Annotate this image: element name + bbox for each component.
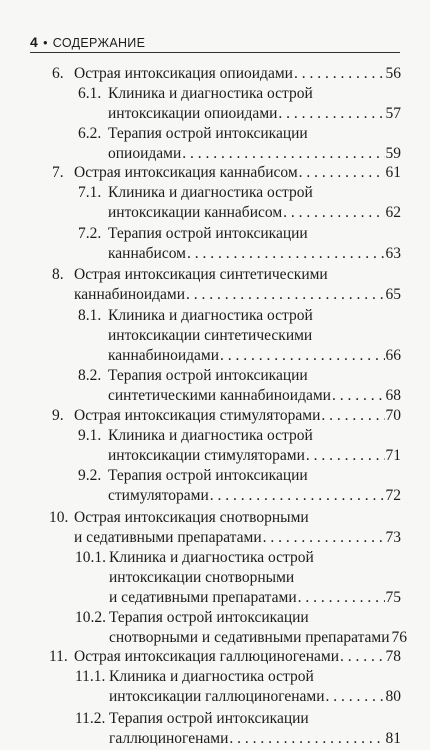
toc-leader-line (74, 285, 401, 305)
toc-title-line: стимуляторами (108, 487, 209, 504)
toc-number: 8.1. (78, 307, 102, 324)
toc-title-line: галлюциногенами (109, 730, 229, 747)
toc-number: 6.2. (78, 125, 102, 142)
toc-page-number: 76 (391, 629, 408, 646)
toc-leader-line (74, 406, 401, 426)
toc-title-line: Острая интоксикация снотворными (74, 509, 309, 526)
toc-title-line: каннабиноидами (108, 347, 220, 364)
dot-leader (321, 406, 384, 426)
toc-number: 11.1. (75, 668, 106, 685)
toc-page-number: 65 (385, 286, 401, 303)
toc-number: 7.2. (78, 225, 102, 242)
dot-leader (187, 244, 385, 264)
toc-leader-line (109, 687, 401, 707)
toc-number: 6. (52, 65, 64, 82)
toc-title-line: снотворными и седативными препаратами (109, 629, 390, 646)
toc-title-line: интоксикации стимуляторами (108, 447, 305, 464)
toc-leader-line (109, 588, 401, 608)
toc-leader-line (108, 203, 401, 223)
header-title: СОДЕРЖАНИЕ (52, 36, 146, 50)
dot-leader (340, 647, 384, 667)
dot-leader (298, 588, 385, 608)
toc-title-line: Клиника и диагностика острой (108, 184, 313, 201)
dot-leader (263, 528, 385, 548)
toc-number: 8.2. (78, 367, 102, 384)
toc-leader-line (109, 628, 408, 648)
toc-title-line: интоксикации синтетическими (108, 327, 313, 344)
dot-leader (306, 446, 385, 466)
toc-title-line: Терапия острой интоксикации (108, 367, 308, 384)
dot-leader (186, 285, 384, 305)
toc-title-line: Острая интоксикация стимуляторами (74, 407, 321, 424)
toc-title-line: Острая интоксикация опиоидами (74, 65, 293, 82)
toc-number: 8. (52, 266, 64, 283)
toc-page-number: 80 (385, 688, 401, 705)
toc-title-line: и седативными препаратами (109, 589, 297, 606)
toc-title-line: каннабисом (108, 245, 186, 262)
toc-title-line: каннабиноидами (74, 286, 186, 303)
toc-page-number: 73 (385, 529, 401, 546)
toc-title-line: Клиника и диагностика острой (108, 307, 313, 324)
dot-leader (220, 346, 384, 366)
toc-page-number: 59 (385, 145, 401, 162)
toc-number: 9.1. (78, 427, 102, 444)
toc-title-line: и седативными препаратами (74, 529, 262, 546)
dot-leader (210, 486, 385, 506)
toc-leader-line (108, 244, 401, 264)
dot-leader (283, 203, 384, 223)
toc-leader-line (108, 486, 401, 506)
toc-number: 7. (52, 164, 64, 181)
dot-leader (326, 687, 385, 707)
toc-number: 7.1. (78, 184, 102, 201)
dot-leader (229, 729, 384, 749)
dot-leader (278, 104, 384, 124)
toc-leader-line (74, 647, 401, 667)
toc-leader-line (108, 144, 401, 164)
toc-title-line: Клиника и диагностика острой (108, 85, 313, 102)
dot-leader (332, 386, 385, 406)
toc-title-line: Клиника и диагностика острой (109, 668, 314, 685)
toc-leader-line (108, 346, 401, 366)
toc-leader-line (108, 104, 401, 124)
toc-title-line: синтетическими каннабиноидами (108, 387, 331, 404)
toc-title-line: Терапия острой интоксикации (109, 609, 309, 626)
toc-page-number: 57 (385, 105, 401, 122)
toc-page-number: 61 (385, 164, 401, 181)
toc-title-line: Терапия острой интоксикации (108, 225, 308, 242)
toc-number: 9.2. (78, 467, 102, 484)
toc-leader-line (74, 64, 401, 84)
toc-title-line: интоксикации снотворными (109, 569, 295, 586)
toc-title-line: интоксикации галлюциногенами (109, 688, 325, 705)
page-number: 4 (30, 34, 39, 50)
toc-title-line: Клиника и диагностика острой (108, 427, 313, 444)
toc-page-number: 78 (385, 648, 401, 665)
header-bullet: • (43, 36, 48, 50)
toc-page-number: 70 (385, 407, 401, 424)
toc-number: 6.1. (78, 85, 102, 102)
toc-number: 9. (52, 407, 64, 424)
toc-page-number: 68 (385, 387, 401, 404)
toc-number: 11. (49, 648, 68, 665)
toc-title-line: Острая интоксикация галлюциногенами (74, 648, 340, 665)
toc-title-line: интоксикации каннабисом (108, 204, 283, 221)
toc-title-line: Терапия острой интоксикации (109, 710, 309, 727)
toc-title-line: Острая интоксикация синтетическими (74, 266, 328, 283)
toc-title-line: интоксикации опиоидами (108, 105, 278, 122)
toc-leader-line (108, 386, 401, 406)
toc-title-line: Терапия острой интоксикации (108, 467, 308, 484)
toc-title-line: Острая интоксикация каннабисом (74, 164, 298, 181)
toc-page-number: 56 (385, 65, 401, 82)
toc-title-line: Терапия острой интоксикации (108, 125, 308, 142)
dot-leader (299, 163, 385, 183)
toc-number: 11.2. (75, 710, 106, 727)
toc-title-line: опиоидами (108, 145, 182, 162)
dot-leader (294, 64, 385, 84)
toc-page-number: 63 (385, 245, 401, 262)
toc-page-number: 81 (385, 730, 401, 747)
toc-page-number: 75 (385, 589, 401, 606)
toc-leader-line (74, 163, 401, 183)
toc-page-number: 71 (385, 447, 401, 464)
dot-leader (182, 144, 384, 164)
toc-title-line: Клиника и диагностика острой (109, 549, 314, 566)
toc-number: 10.1. (75, 549, 106, 566)
toc-number: 10. (49, 509, 69, 526)
toc-page-number: 62 (385, 204, 401, 221)
toc-page-number: 66 (385, 347, 401, 364)
toc-page-number: 72 (385, 487, 401, 504)
toc-leader-line (109, 729, 401, 749)
toc-number: 10.2. (75, 609, 106, 626)
toc-leader-line (74, 528, 401, 548)
toc-leader-line (108, 446, 401, 466)
